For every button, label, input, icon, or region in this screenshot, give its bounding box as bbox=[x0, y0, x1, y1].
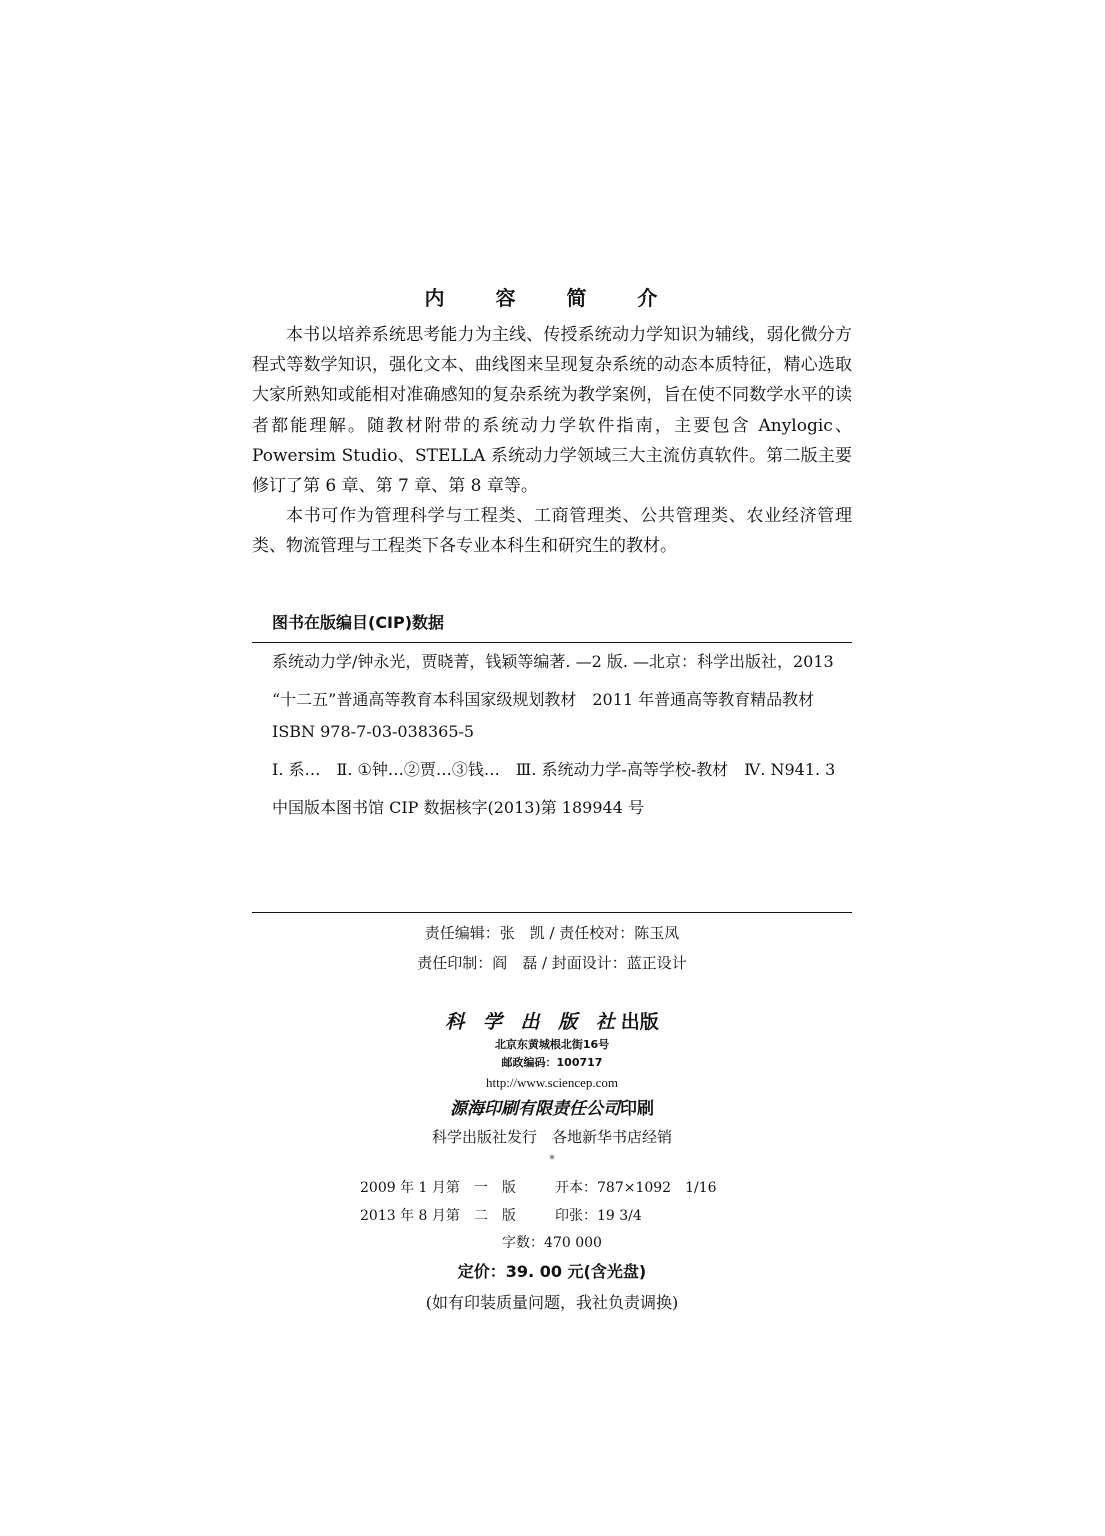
staff-editor-line: 责任编辑：张 凯 / 责任校对：陈玉凤 bbox=[424, 924, 680, 942]
publisher-address: 北京东黄城根北街16号 bbox=[494, 1038, 610, 1051]
first-edition-date: 2009 年 1 月第 一 版 bbox=[360, 1180, 516, 1196]
edition-specs bbox=[360, 1174, 760, 1230]
summary-paragraph-2: 本书可作为管理科学与工程类、工商管理类、公共管理类、农业经济管理类、物流管理与工程类下各专业本科生和研究生的教材。 bbox=[252, 506, 852, 557]
publisher-postcode: 邮政编码：100717 bbox=[501, 1056, 603, 1069]
staff-credits bbox=[252, 918, 852, 978]
format-size: 开本：787×1092 1/16 bbox=[555, 1180, 717, 1196]
cip-data bbox=[252, 648, 852, 822]
cip-entry-series: “十二五”普通高等教育本科国家级规划教材 2011 年普通高等教育精品教材 bbox=[272, 690, 815, 709]
print-sheets: 印张：19 3/4 bbox=[555, 1208, 642, 1224]
separator-star: * bbox=[549, 1153, 555, 1166]
publisher-logo-text: 科 学 出 版 社 bbox=[445, 1011, 621, 1033]
printer-suffix: 印刷 bbox=[620, 1099, 654, 1119]
cip-entry-isbn: ISBN 978-7-03-038365-5 bbox=[272, 722, 475, 741]
spec-row-first-edition bbox=[360, 1174, 760, 1202]
cip-heading: 图书在版编目(CIP)数据 bbox=[272, 613, 445, 632]
publisher-block bbox=[252, 1008, 852, 1170]
printer-name bbox=[252, 1094, 852, 1124]
price: 定价：39. 00 元(含光盘) bbox=[457, 1262, 647, 1281]
word-count: 字数：470 000 bbox=[502, 1235, 602, 1251]
cip-top-rule bbox=[252, 642, 852, 643]
spec-row-second-edition bbox=[360, 1202, 760, 1230]
distribution-line: 科学出版社发行 各地新华书店经销 bbox=[431, 1128, 672, 1146]
summary-title: 内 容 简 介 bbox=[424, 286, 680, 310]
printer-logo-text: 源海印刷有限责任公司 bbox=[450, 1099, 620, 1119]
quality-notice: (如有印装质量问题，我社负责调换) bbox=[425, 1293, 679, 1312]
staff-print-line: 责任印制：阎 磊 / 封面设计：蓝正设计 bbox=[417, 954, 687, 972]
publisher-name bbox=[252, 1008, 852, 1036]
summary-paragraph-1: 本书以培养系统思考能力为主线、传授系统动力学知识为辅线，弱化微分方程式等数学知识，强化文本、曲线图来呈现复杂系统的动态本质特征，精心选取大家所熟知或能相对准确感知的复杂系统为教学案例，旨在使不同数学水平的读者都能理解。随教材附带的系统动力学软件指南，主要包含 Anylogic、Powersim Studio、STELLA 系统动力学领域三大主流仿真软件。第二版主要修订了第 6 章、第 7 章、第 8 章等。 bbox=[252, 325, 852, 497]
second-edition-date: 2013 年 8 月第 二 版 bbox=[360, 1208, 516, 1224]
cip-entry-classification: Ⅰ. 系… Ⅱ. ①钟…②贾…③钱… Ⅲ. 系统动力学-高等学校-教材 Ⅳ. N941. 3 bbox=[272, 760, 836, 779]
cip-bottom-rule bbox=[252, 912, 852, 913]
publisher-url: http://www.sciencep.com bbox=[485, 1075, 618, 1090]
cip-entry-record-number: 中国版本图书馆 CIP 数据核字(2013)第 189944 号 bbox=[272, 798, 644, 817]
summary-section bbox=[252, 320, 852, 562]
cip-entry-author: 系统动力学/钟永光，贾晓菁，钱颖等编著. —2 版. —北京：科学出版社，2013 bbox=[272, 652, 834, 671]
publisher-suffix: 出版 bbox=[620, 1011, 659, 1033]
